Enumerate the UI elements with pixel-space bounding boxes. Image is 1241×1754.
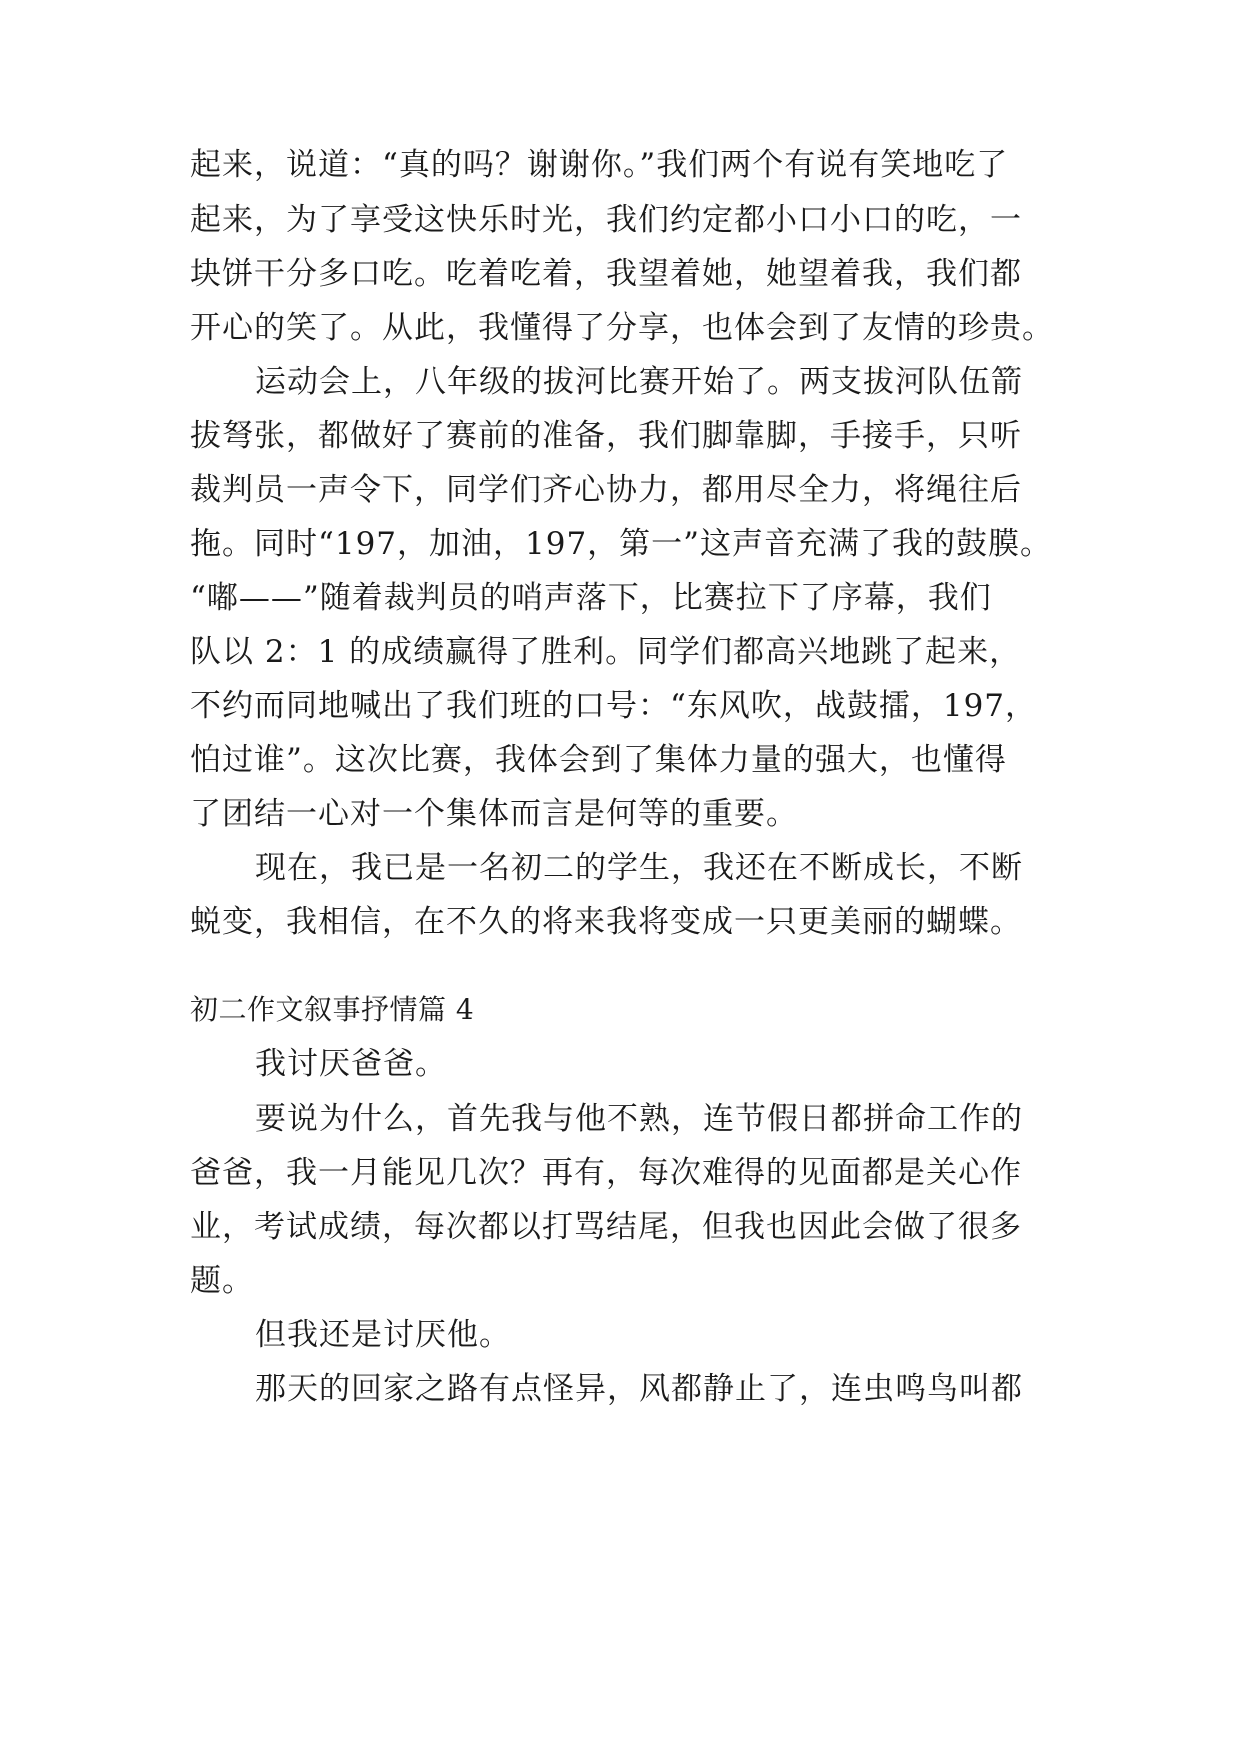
paragraph-line: 我讨厌爸爸。 xyxy=(255,1046,447,1082)
paragraph-line: 不约而同地喊出了我们班的口号：“东风吹，战鼓擂，197， xyxy=(190,688,1038,724)
paragraph-line: 业，考试成绩，每次都以打骂结尾，但我也因此会做了很多 xyxy=(190,1209,1022,1245)
paragraph-line: 现在，我已是一名初二的学生，我还在不断成长，不断 xyxy=(255,850,1023,886)
paragraph-line: 起来，为了享受这快乐时光，我们约定都小口小口的吃，一 xyxy=(190,202,1022,238)
paragraph-line: 开心的笑了。从此，我懂得了分享，也体会到了友情的珍贵。 xyxy=(190,310,1054,346)
paragraph-line: 那天的回家之路有点怪异，风都静止了，连虫鸣鸟叫都 xyxy=(255,1371,1023,1407)
paragraph-line: 起来，说道：“真的吗？谢谢你。”我们两个有说有笑地吃了 xyxy=(190,147,1009,183)
paragraph-line: 了团结一心对一个集体而言是何等的重要。 xyxy=(190,796,798,832)
paragraph-line: 拖。同时“197，加油，197，第一”这声音充满了我的鼓膜。 xyxy=(190,526,1053,562)
paragraph-line: 蜕变，我相信，在不久的将来我将变成一只更美丽的蝴蝶。 xyxy=(190,904,1022,940)
paragraph-line: 块饼干分多口吃。吃着吃着，我望着她，她望着我，我们都 xyxy=(190,256,1022,292)
paragraph-line: 题。 xyxy=(190,1263,254,1299)
paragraph-line: 裁判员一声令下，同学们齐心协力，都用尽全力，将绳往后 xyxy=(190,472,1022,508)
paragraph-line: 要说为什么，首先我与他不熟，连节假日都拼命工作的 xyxy=(255,1101,1023,1137)
paragraph-line: “嘟——”随着裁判员的哨声落下，比赛拉下了序幕，我们 xyxy=(190,580,992,616)
paragraph-line: 运动会上，八年级的拔河比赛开始了。两支拔河队伍箭 xyxy=(255,364,1023,400)
paragraph-line: 爸爸，我一月能见几次？再有，每次难得的见面都是关心作 xyxy=(190,1155,1022,1191)
section-heading: 初二作文叙事抒情篇 4 xyxy=(190,993,475,1026)
paragraph-line: 但我还是讨厌他。 xyxy=(255,1317,511,1353)
paragraph-line: 队以 2：1 的成绩赢得了胜利。同学们都高兴地跳了起来， xyxy=(190,634,1022,670)
paragraph-line: 拔弩张，都做好了赛前的准备，我们脚靠脚，手接手，只听 xyxy=(190,418,1022,454)
paragraph-line: 怕过谁”。这次比赛，我体会到了集体力量的强大，也懂得 xyxy=(190,742,1007,778)
